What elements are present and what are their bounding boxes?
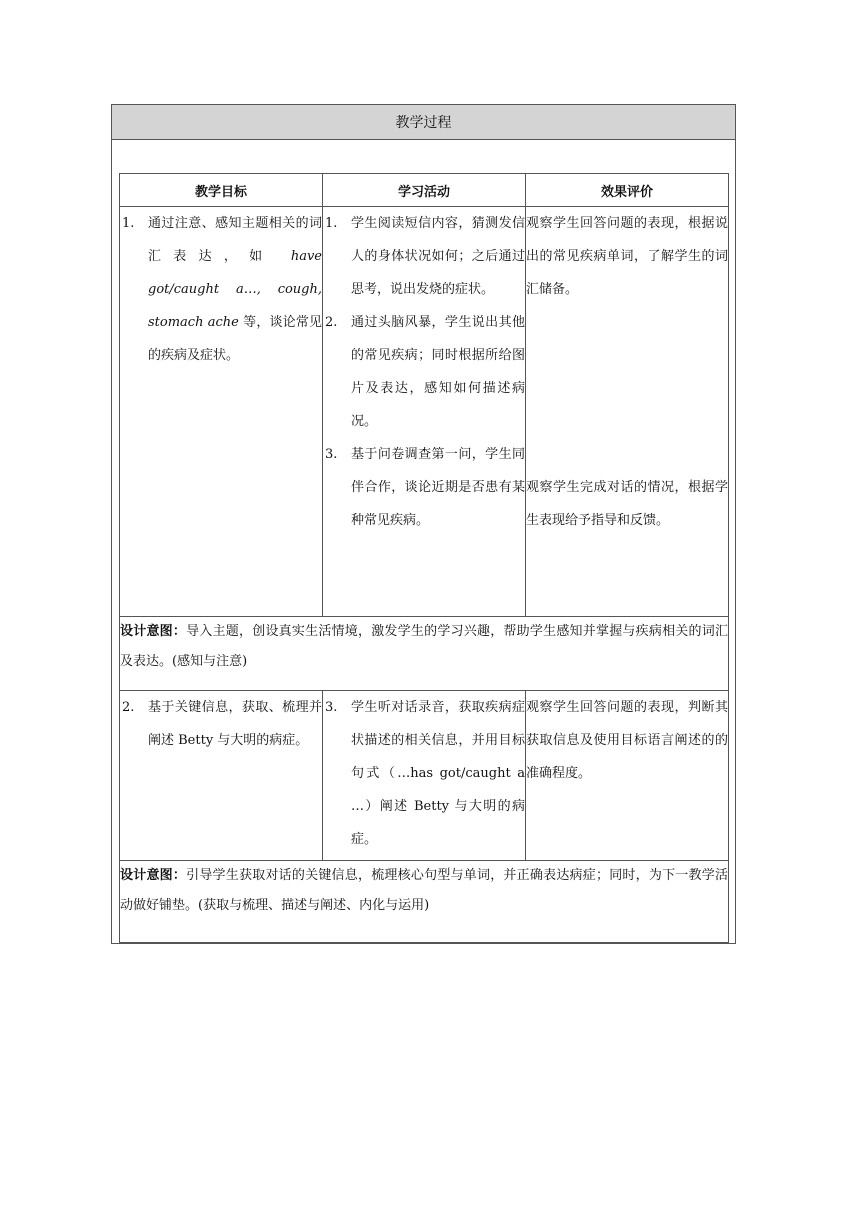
activity-item: 3. 学生听对话录音，获取疾病症状描述的相关信息，并用目标句式（…has got/caught a …）阐述 Betty 与大明的病症。 [325,700,525,847]
block1-intent-row [120,617,729,691]
activity-item: 2. 通过头脑风暴，学生说出其他的常见疾病；同时根据所给图片及表达，感知如何描述病况。 [325,315,525,429]
activity-item: 3. 基于问卷调查第一问，学生同伴合作，谈论近期是否患有某种常见疾病。 [325,447,525,528]
goal-item: 1. 通过注意、感知主题相关的词汇表达，如 have got/caught a…, cough, stomach ache 等，谈论常见的疾病及症状。 [122,216,322,363]
evaluation-text: 观察学生回答问题的表现，根据说出的常见疾病单词，了解学生的词汇储备。 [526,216,728,297]
goal-text-end: 等，谈论常见的疾病及症状。 [148,315,322,363]
block1-evaluation-cell [526,207,729,617]
design-intent: 设计意图：引导学生获取对话的关键信息，梳理核心句型与单词，并正确表达病症；同时，为下一教学活动做好铺垫。(获取与梳理、描述与阐述、内化与运用) [120,861,729,943]
evaluation-text: 观察学生回答问题的表现，判断其获取信息及使用目标语言阐述的的准确程度。 [526,700,728,781]
block2-goal-cell [120,691,323,861]
block2-intent-row [120,861,729,943]
goal-example-expressions: have got/caught a…, cough, stomach ache [148,249,322,330]
header-evaluation: 效果评价 [526,174,729,207]
block1-row [120,207,729,617]
block2-evaluation-cell [526,691,729,861]
design-intent: 设计意图：导入主题，创设真实生活情境，激发学生的学习兴趣，帮助学生感知并掌握与疾病相关的词汇及表达。(感知与注意) [120,617,729,691]
header-goal: 教学目标 [120,174,323,207]
table-header-row [120,174,729,207]
goal-item: 2. 基于关键信息，获取、梳理并阐述 Betty 与大明的病症。 [122,700,322,748]
block1-goal-cell [120,207,323,617]
header-activity: 学习活动 [323,174,526,207]
evaluation-text: 观察学生完成对话的情况，根据学生表现给予指导和反馈。 [526,480,728,528]
block1-activity-cell [323,207,526,617]
goal-text: 通过注意、感知主题相关的词汇表达，如 [148,216,322,264]
lesson-table [119,173,729,943]
block2-row [120,691,729,861]
section-title: 教学过程 [112,105,735,140]
activity-item: 1. 学生阅读短信内容，猜测发信人的身体状况如何；之后通过思考，说出发烧的症状。 [325,216,525,297]
block2-activity-cell [323,691,526,861]
